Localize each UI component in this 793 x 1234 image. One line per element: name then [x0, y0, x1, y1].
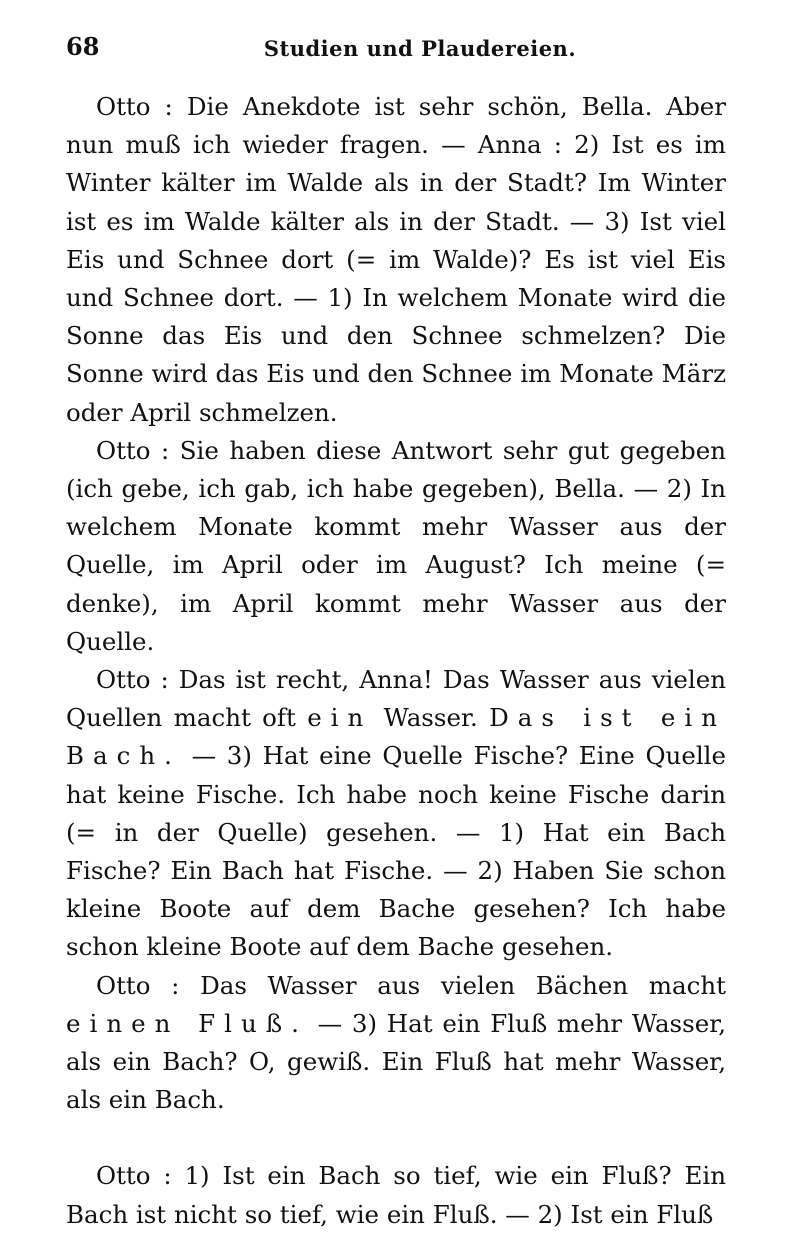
emphasized-phrase: Das ist ein Bach. [66, 703, 726, 771]
emphasized-phrase: einen Fluß. [66, 1008, 308, 1038]
paragraph-text: Otto : 1) Ist ein Bach so tief, wie ein Fluß? Ein Bach ist nicht so tief, wie ein Fluß. — 2) Ist ein Fluß [66, 1161, 726, 1229]
paragraph-text: Otto : Das Wasser aus vielen Bächen macht [96, 970, 726, 1000]
paragraph-dialogue-4 [66, 967, 726, 1120]
paragraph-dialogue-3 [66, 661, 726, 967]
paragraph-gap [66, 1119, 726, 1157]
page-header [60, 30, 736, 66]
paragraph-text: Otto : Die Anekdote ist sehr schön, Bella. Aber nun muß ich wieder fragen. — Anna : 2) Ist es im Winter kälter im Walde als in der Stadt? Im Winter ist es im Walde kälter als in der Stadt. — 3) Ist viel Eis und Schnee dort (= im Walde)? Es ist viel Eis und Schnee dort. — 1) In welchem Monate wird die Sonne das Eis und den Schnee schmelzen? Die Sonne wird das Eis und den Schnee im Monate März oder April schmelzen. [66, 92, 726, 427]
paragraph-dialogue-1 [66, 88, 726, 432]
paragraph-text: Otto : Das ist recht, Anna! Das Wasser aus vielen Quellen macht oft [66, 665, 726, 733]
page-number: 68 [66, 32, 100, 61]
paragraph-dialogue-5 [66, 1157, 726, 1233]
paragraph-text: — 3) Hat eine Quelle Fische? Eine Quelle hat keine Fische. Ich habe noch keine Fische darin (= in der Quelle) gesehen. — 1) Hat ein Bach Fische? Ein Bach hat Fische. — 2) Haben Sie schon kleine Boote auf dem Bache gesehen? Ich habe schon kleine Boote auf dem Bache gesehen. [66, 741, 726, 962]
running-title: Studien und Plaudereien. [263, 36, 577, 61]
paragraph-dialogue-2 [66, 432, 726, 661]
paragraph-text: Otto : Sie haben diese Antwort sehr gut gegeben (ich gebe, ich gab, ich habe gegeben), Bella. — 2) In welchem Monate kommt mehr Wasser aus der Quelle, im April oder im August? Ich meine (= denke), im April kommt mehr Wasser aus der Quelle. [66, 435, 726, 656]
body-text [66, 88, 726, 1234]
paragraph-text: Wasser. [372, 703, 490, 733]
emphasized-word: ein [307, 703, 373, 733]
paragraph-text: — 3) Hat ein Fluß mehr Wasser, als ein Bach? O, gewiß. Ein Fluß hat mehr Wasser, als ein Bach. [66, 1008, 726, 1115]
